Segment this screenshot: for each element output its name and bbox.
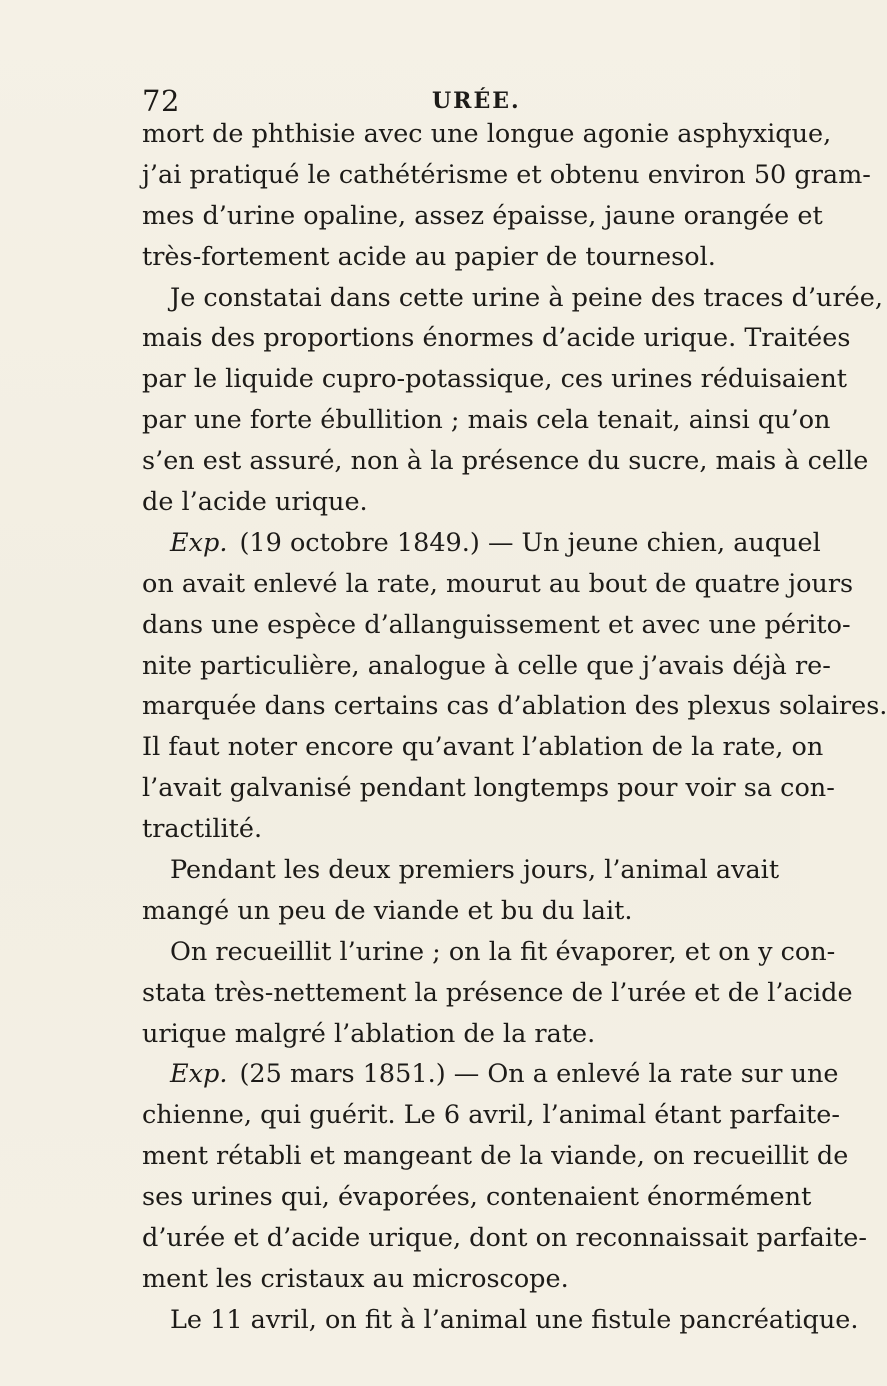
text-line: marquée dans certains cas d’ablation des plexus solaires. [142, 691, 887, 722]
page-number: 72 [142, 84, 180, 118]
text-line: mes d’urine opaline, assez épaisse, jaune orangée et [142, 200, 823, 231]
text-line: nite particulière, analogue à celle que j’avais déjà re- [142, 650, 831, 681]
text-line: Exp. (25 mars 1851.) — On a enlevé la rate sur une [142, 1054, 762, 1095]
text-line: Le 11 avril, on fit à l’animal une fistule pancréatique. [170, 1304, 859, 1335]
body-text [142, 114, 887, 1341]
text-line: tractilité. [142, 814, 263, 845]
text-line: Pendant les deux premiers jours, l’animal avait [170, 855, 780, 886]
text-line: urique malgré l’ablation de la rate. [142, 1018, 596, 1049]
text-line: on avait enlevé la rate, mourut au bout de quatre jours [142, 568, 854, 599]
text-line: mais des proportions énormes d’acide urique. Traitées [142, 323, 851, 354]
text-line: stata très-nettement la présence de l’urée et de l’acide [142, 977, 853, 1008]
text-line: très-fortement acide au papier de tournesol. [142, 241, 716, 272]
text-line: chienne, qui guérit. Le 6 avril, l’animal étant parfaite- [142, 1100, 841, 1131]
text-line: Je constatai dans cette urine à peine des traces d’urée, [170, 282, 883, 313]
text-line: Il faut noter encore qu’avant l’ablation de la rate, on [142, 732, 824, 763]
text-line: ses urines qui, évaporées, contenaient énormément [142, 1182, 812, 1213]
exp-label: Exp. [170, 527, 228, 558]
text-line: j’ai pratiqué le cathétérisme et obtenu environ 50 gram- [142, 159, 871, 190]
text-line: ment les cristaux au microscope. [142, 1263, 569, 1294]
text-line: On recueillit l’urine ; on la fit évaporer, et on y con- [170, 936, 836, 967]
running-head: URÉE. [432, 88, 521, 114]
text-line: mort de phthisie avec une longue agonie asphyxique, [142, 119, 832, 149]
text-line: de l’acide urique. [142, 487, 368, 518]
text-line: dans une espèce d’allanguissement et avec une périto- [142, 609, 851, 640]
text-line: d’urée et d’acide urique, dont on reconnaissait parfaite- [142, 1223, 867, 1254]
text-line: ment rétabli et mangeant de la viande, on recueillit de [142, 1141, 849, 1172]
text-line: par une forte ébullition ; mais cela tenait, ainsi qu’on [142, 405, 831, 436]
text-line: Exp. (19 octobre 1849.) — Un jeune chien, auquel [142, 523, 762, 564]
text-line: l’avait galvanisé pendant longtemps pour voir sa con- [142, 773, 835, 804]
text-line: mangé un peu de viande et bu du lait. [142, 895, 633, 926]
text-line: par le liquide cupro-potassique, ces urines réduisaient [142, 364, 848, 395]
exp-label: Exp. [170, 1059, 228, 1090]
text-line: s’en est assuré, non à la présence du sucre, mais à celle [142, 446, 869, 477]
